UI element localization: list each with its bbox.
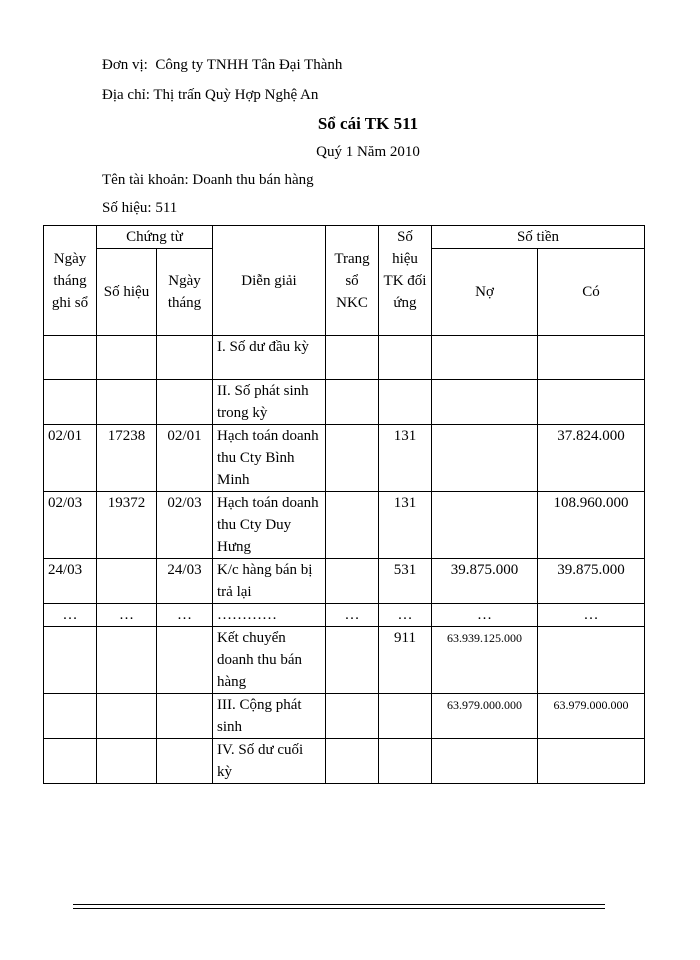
cell-credit: 37.824.000: [538, 425, 645, 492]
cell-voucher-no: …: [97, 604, 157, 627]
cell-credit: [538, 336, 645, 380]
cell-contra: [379, 739, 432, 784]
header-voucher-group: Chứng từ: [97, 226, 213, 249]
account-name-value: Doanh thu bán hàng: [192, 172, 314, 188]
header-credit: Có: [538, 249, 645, 336]
header-amount-group: Số tiền: [432, 226, 645, 249]
address-label: Địa chỉ:: [102, 87, 150, 103]
cell-description: K/c hàng bán bị trả lại: [213, 559, 326, 604]
cell-page: [326, 694, 379, 739]
cell-debit: [432, 380, 538, 425]
account-no-line: [102, 200, 177, 217]
cell-date: [44, 627, 97, 694]
cell-voucher-date: …: [157, 604, 213, 627]
table-row: [44, 627, 645, 694]
cell-description: IV. Số dư cuối kỳ: [213, 739, 326, 784]
cell-contra: [379, 336, 432, 380]
table-row: [44, 694, 645, 739]
cell-contra: [379, 380, 432, 425]
table-row: [44, 739, 645, 784]
cell-voucher-date: [157, 627, 213, 694]
cell-voucher-no: 19372: [97, 492, 157, 559]
cell-credit: 39.875.000: [538, 559, 645, 604]
cell-debit: [432, 739, 538, 784]
cell-page: [326, 559, 379, 604]
cell-credit: [538, 627, 645, 694]
cell-date: [44, 739, 97, 784]
cell-contra: 131: [379, 492, 432, 559]
footer-rule: [73, 904, 605, 909]
header-voucher-date: Ngày tháng: [157, 249, 213, 336]
table-row: [44, 425, 645, 492]
cell-page: [326, 492, 379, 559]
cell-contra: [379, 694, 432, 739]
unit-label: Đơn vị:: [102, 57, 148, 73]
ledger-table: [43, 225, 645, 784]
table-row: [44, 559, 645, 604]
cell-description: Hạch toán doanh thu Cty Duy Hưng: [213, 492, 326, 559]
cell-debit: 63.979.000.000: [432, 694, 538, 739]
header-contra-account: Số hiệu TK đối ứng: [379, 226, 432, 336]
account-name-label: Tên tài khoản:: [102, 172, 189, 188]
cell-voucher-no: [97, 336, 157, 380]
cell-date: 02/03: [44, 492, 97, 559]
cell-description: II. Số phát sinh trong kỳ: [213, 380, 326, 425]
unit-line: [102, 57, 342, 74]
address-line: [102, 87, 318, 104]
cell-date: [44, 380, 97, 425]
cell-contra: 911: [379, 627, 432, 694]
cell-voucher-no: [97, 559, 157, 604]
table-row: [44, 604, 645, 627]
cell-description: …………: [213, 604, 326, 627]
cell-debit: 63.939.125.000: [432, 627, 538, 694]
cell-description: I. Số dư đầu kỳ: [213, 336, 326, 380]
table-row: [44, 336, 645, 380]
cell-date: 02/01: [44, 425, 97, 492]
cell-date: …: [44, 604, 97, 627]
cell-voucher-date: 24/03: [157, 559, 213, 604]
ledger-title: Sổ cái TK 511: [317, 114, 419, 133]
cell-voucher-no: 17238: [97, 425, 157, 492]
cell-date: [44, 336, 97, 380]
cell-description: Kết chuyển doanh thu bán hàng: [213, 627, 326, 694]
account-no-value: 511: [155, 200, 178, 216]
cell-voucher-no: [97, 627, 157, 694]
cell-date: [44, 694, 97, 739]
cell-credit: 63.979.000.000: [538, 694, 645, 739]
cell-voucher-date: [157, 380, 213, 425]
cell-voucher-date: [157, 336, 213, 380]
address-value: Thị trấn Quỳ Hợp Nghệ An: [153, 87, 319, 103]
header-debit: Nợ: [432, 249, 538, 336]
cell-voucher-date: 02/01: [157, 425, 213, 492]
cell-page: [326, 425, 379, 492]
cell-debit: [432, 336, 538, 380]
cell-contra: …: [379, 604, 432, 627]
cell-debit: [432, 492, 538, 559]
cell-voucher-no: [97, 380, 157, 425]
cell-voucher-date: [157, 694, 213, 739]
unit-value: Công ty TNHH Tân Đại Thành: [155, 57, 343, 73]
cell-voucher-date: [157, 739, 213, 784]
account-name-line: [102, 172, 314, 189]
cell-page: [326, 627, 379, 694]
cell-debit: 39.875.000: [432, 559, 538, 604]
cell-credit: …: [538, 604, 645, 627]
cell-voucher-no: [97, 694, 157, 739]
header-journal-page: Trang sổ NKC: [326, 226, 379, 336]
cell-date: 24/03: [44, 559, 97, 604]
cell-description: Hạch toán doanh thu Cty Bình Minh: [213, 425, 326, 492]
cell-contra: 131: [379, 425, 432, 492]
header-date-posted: Ngày tháng ghi sổ: [44, 226, 97, 336]
header-voucher-no: Số hiệu: [97, 249, 157, 336]
header-description: Diễn giải: [213, 226, 326, 336]
cell-credit: 108.960.000: [538, 492, 645, 559]
ledger-period: Quý 1 Năm 2010: [316, 144, 420, 160]
cell-credit: [538, 380, 645, 425]
cell-credit: [538, 739, 645, 784]
cell-page: [326, 380, 379, 425]
cell-debit: …: [432, 604, 538, 627]
cell-voucher-no: [97, 739, 157, 784]
table-row: [44, 380, 645, 425]
table-row: [44, 492, 645, 559]
cell-debit: [432, 425, 538, 492]
cell-contra: 531: [379, 559, 432, 604]
cell-page: [326, 336, 379, 380]
cell-page: …: [326, 604, 379, 627]
account-no-label: Số hiệu:: [102, 200, 152, 216]
cell-voucher-date: 02/03: [157, 492, 213, 559]
cell-page: [326, 739, 379, 784]
cell-description: III. Cộng phát sinh: [213, 694, 326, 739]
